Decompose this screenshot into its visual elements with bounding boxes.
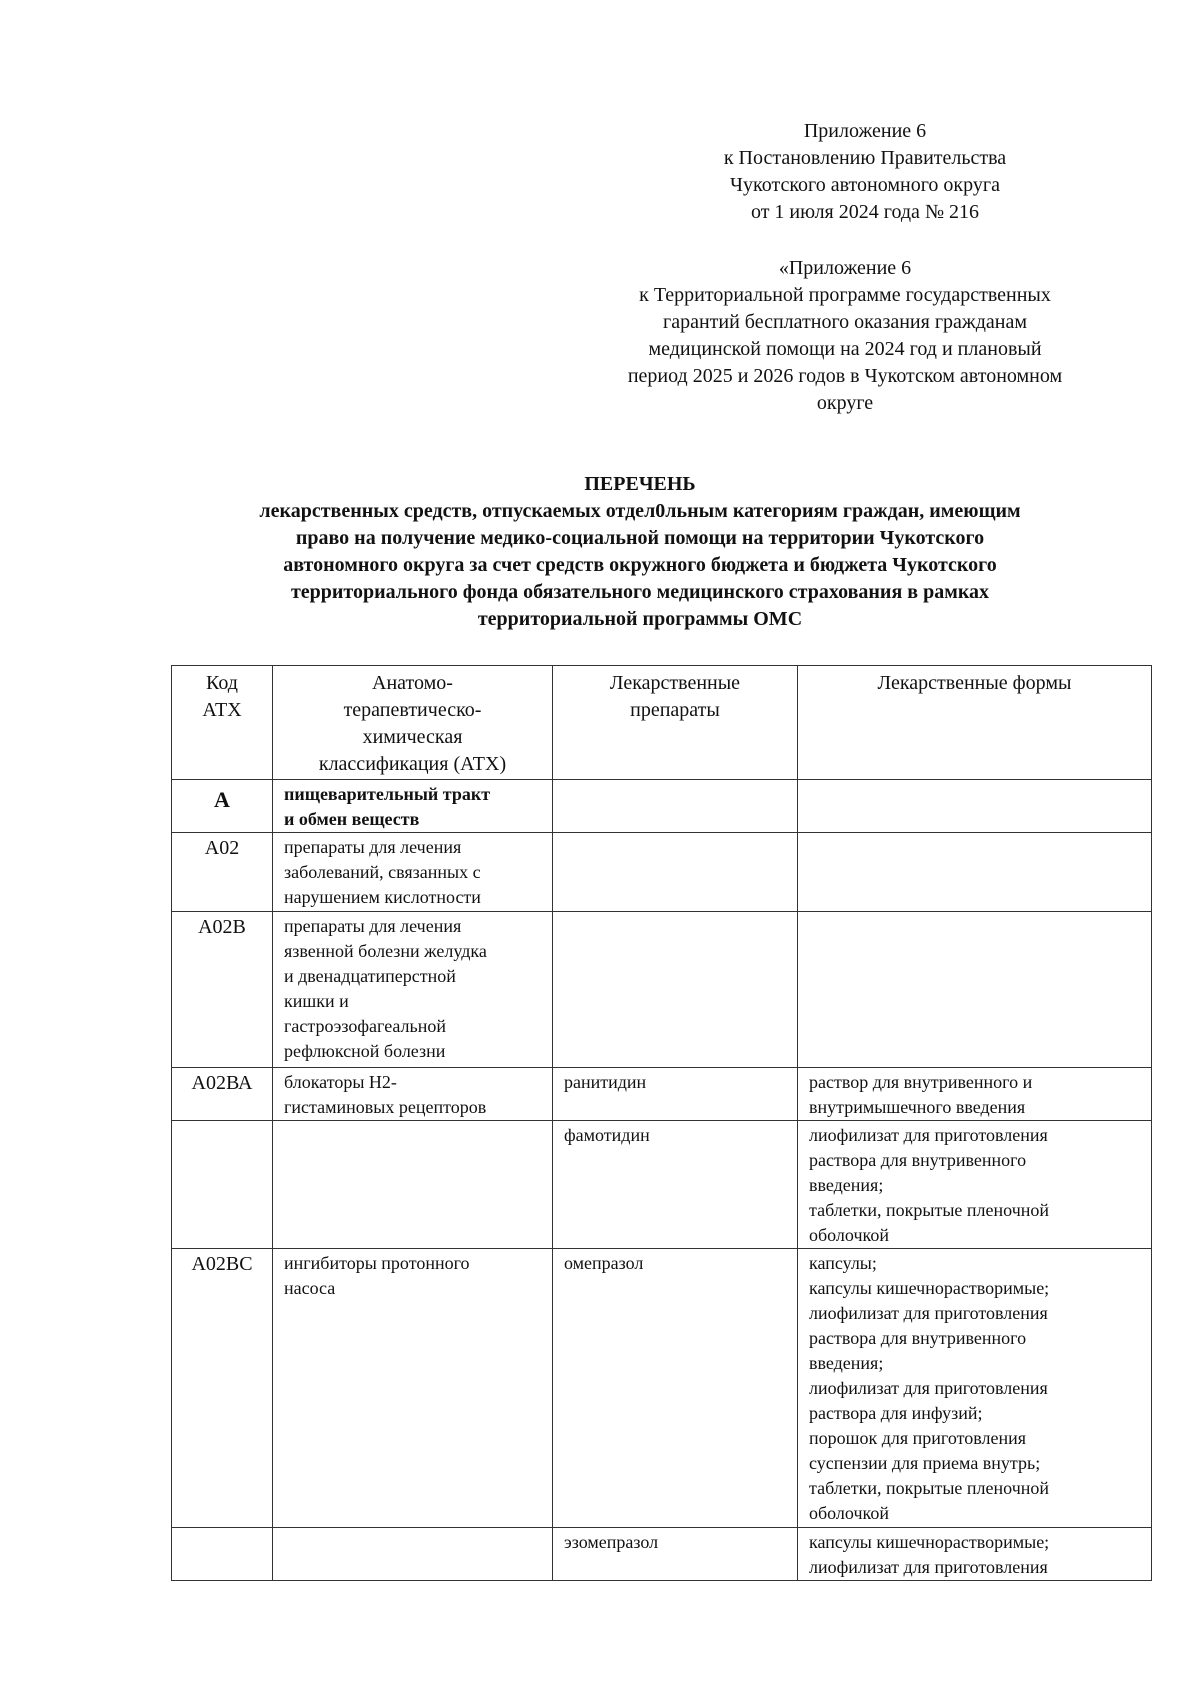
header-atx-line: классификация (АТХ): [318, 753, 507, 775]
atx-line: гистаминовых рецепторов: [284, 1097, 487, 1117]
table-row: [172, 912, 1152, 1068]
drug-name: омепразол: [564, 1253, 644, 1273]
cell-drug: [553, 1121, 798, 1249]
cell-code: А02В: [172, 912, 273, 1068]
appendix-header-line: к Постановлению Правительства: [723, 147, 1007, 169]
title-line: территориального фонда обязательного медицинского страхования в рамках: [290, 581, 990, 603]
appendix-header: [640, 118, 1090, 226]
atx-line: заболеваний, связанных с: [284, 862, 481, 882]
table-row: [172, 1121, 1152, 1249]
cell-forms: [798, 1121, 1152, 1249]
header-forms: [798, 666, 1152, 780]
cell-drug: [553, 780, 798, 833]
cell-atx: [273, 912, 553, 1068]
cell-drug: [553, 833, 798, 912]
cell-forms: [798, 1068, 1152, 1121]
title-line: право на получение медико-социальной помощи на территории Чукотского: [295, 527, 985, 549]
cell-code: [172, 1528, 273, 1581]
atx-line: нарушением кислотности: [284, 887, 481, 907]
header-code-line: АТХ: [202, 699, 242, 721]
cell-forms: [798, 912, 1152, 1068]
drug-name: фамотидин: [564, 1125, 650, 1145]
cell-forms: [798, 1528, 1152, 1581]
form-line: введения;: [809, 1353, 884, 1373]
table-row: [172, 833, 1152, 912]
cell-atx: [273, 780, 553, 833]
table-header-row: [172, 666, 1152, 780]
form-line: раствора для инфузий;: [809, 1403, 983, 1423]
cell-forms: [798, 833, 1152, 912]
table-row: [172, 1068, 1152, 1121]
form-line: раствора для внутривенного: [809, 1150, 1027, 1170]
title-line: территориальной программы ОМС: [477, 608, 803, 630]
form-line: капсулы кишечнорастворимые;: [809, 1532, 1050, 1552]
atx-line: и обмен веществ: [284, 809, 420, 829]
cell-atx: [273, 833, 553, 912]
cell-drug: [553, 1528, 798, 1581]
atx-line: гастроэзофагеальной: [284, 1016, 447, 1036]
form-line: капсулы кишечнорастворимые;: [809, 1278, 1050, 1298]
form-line: лиофилизат для приготовления: [809, 1125, 1048, 1145]
form-line: таблетки, покрытые пленочной: [809, 1200, 1050, 1220]
header-code: [172, 666, 273, 780]
header-drug-line: препараты: [630, 699, 720, 721]
table-row: [172, 780, 1152, 833]
atx-line: и двенадцатиперстной: [284, 966, 456, 986]
cell-code: [172, 1121, 273, 1249]
cell-code: А: [172, 780, 273, 833]
form-line: оболочкой: [809, 1503, 889, 1523]
document-title: [130, 470, 1150, 633]
form-line: порошок для приготовления: [809, 1428, 1027, 1448]
atx-line: рефлюксной болезни: [284, 1041, 446, 1061]
header-atx-line: терапевтическо-: [343, 699, 482, 721]
appendix-header-line: от 1 июля 2024 года № 216: [750, 201, 980, 223]
atx-line: блокаторы Н2-: [284, 1072, 397, 1092]
form-line: раствора для внутривенного: [809, 1328, 1027, 1348]
header-atx-line: химическая: [362, 726, 463, 748]
header-atx-line: Анатомо-: [372, 672, 453, 694]
form-line: внутримышечного введения: [809, 1097, 1026, 1117]
cell-forms: [798, 780, 1152, 833]
atx-line: язвенной болезни желудка: [284, 941, 487, 961]
form-line: введения;: [809, 1175, 884, 1195]
appendix-header-line: Чукотского автономного округа: [730, 174, 1000, 196]
header-atx: [273, 666, 553, 780]
form-line: лиофилизат для приготовления: [809, 1303, 1048, 1323]
atx-line: ингибиторы протонного: [284, 1253, 470, 1273]
atx-line: насоса: [284, 1278, 336, 1298]
cell-drug: [553, 912, 798, 1068]
atx-line: препараты для лечения: [284, 837, 462, 857]
form-line: лиофилизат для приготовления: [809, 1378, 1048, 1398]
appendix-program-line: «Приложение 6: [778, 257, 912, 279]
drug-name: ранитидин: [564, 1072, 647, 1092]
drug-list-table: [171, 665, 1152, 1581]
drug-name: эзомепразол: [564, 1532, 659, 1552]
appendix-program-line: медицинской помощи на 2024 год и плановый: [648, 338, 1042, 360]
appendix-program-line: гарантий бесплатного оказания гражданам: [662, 311, 1028, 333]
form-line: лиофилизат для приготовления: [809, 1557, 1048, 1577]
appendix-program-line: к Территориальной программе государственных: [639, 284, 1051, 306]
cell-code: А02: [172, 833, 273, 912]
appendix-program-reference: [575, 255, 1115, 417]
form-line: капсулы;: [809, 1253, 877, 1273]
form-line: таблетки, покрытые пленочной: [809, 1478, 1050, 1498]
cell-atx: [273, 1528, 553, 1581]
cell-code: А02ВС: [172, 1249, 273, 1528]
title-line: лекарственных средств, отпускаемых отдел0льным категориям граждан, имеющим: [259, 500, 1021, 522]
atx-line: препараты для лечения: [284, 916, 462, 936]
cell-atx: [273, 1249, 553, 1528]
atx-line: пищеварительный тракт: [284, 784, 491, 804]
header-code-line: Код: [206, 672, 238, 694]
form-line: раствор для внутривенного и: [809, 1072, 1033, 1092]
appendix-program-line: период 2025 и 2026 годов в Чукотском автономном: [627, 365, 1063, 387]
appendix-program-line: округе: [816, 392, 874, 414]
table-row: [172, 1249, 1152, 1528]
cell-forms: [798, 1249, 1152, 1528]
atx-line: кишки и: [284, 991, 349, 1011]
header-drug: [553, 666, 798, 780]
table-row: [172, 1528, 1152, 1581]
form-line: суспензии для приема внутрь;: [809, 1453, 1041, 1473]
appendix-header-line: Приложение 6: [803, 120, 927, 142]
title-line: автономного округа за счет средств окружного бюджета и бюджета Чукотского: [283, 554, 997, 576]
title-heading: ПЕРЕЧЕНЬ: [584, 473, 696, 495]
cell-code: А02ВА: [172, 1068, 273, 1121]
cell-atx: [273, 1121, 553, 1249]
cell-drug: [553, 1249, 798, 1528]
header-forms-line: Лекарственные формы: [877, 672, 1072, 694]
cell-drug: [553, 1068, 798, 1121]
cell-atx: [273, 1068, 553, 1121]
form-line: оболочкой: [809, 1225, 889, 1245]
header-drug-line: Лекарственные: [609, 672, 741, 694]
